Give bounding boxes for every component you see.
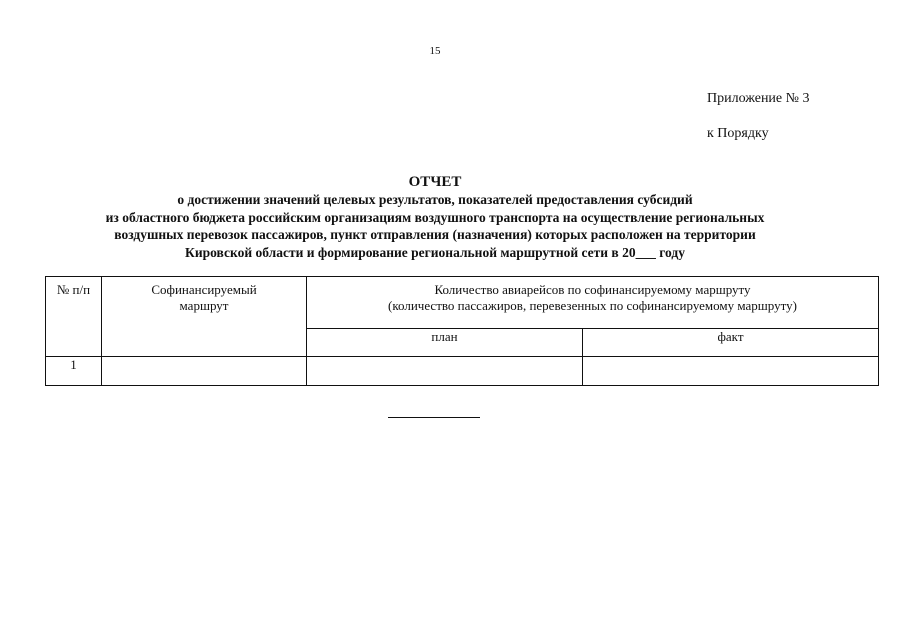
header-plan-cell: план: [307, 329, 583, 357]
header-count-line-1: Количество авиарейсов по софинансируемому маршруту: [434, 282, 751, 297]
table-row: [46, 357, 879, 386]
header-count-label: [307, 277, 878, 314]
row-plan-cell: [307, 357, 583, 386]
appendix-reference: к Порядку: [707, 126, 769, 141]
report-subtitle-line-4: Кировской области и формирование региональной маршрутной сети в 20___ году: [185, 244, 685, 260]
header-route-cell: [102, 277, 307, 357]
appendix-label: Приложение № 3: [707, 91, 810, 106]
row-route-cell: [102, 357, 307, 386]
table-header-row: [46, 277, 879, 329]
page-number: 15: [429, 45, 441, 57]
header-route-label: Софинансируемый маршрут: [151, 282, 257, 313]
row-fact-cell: [583, 357, 879, 386]
header-number-label: № п/п: [56, 282, 91, 297]
footer-divider: [388, 417, 480, 418]
header-count-cell: [307, 277, 879, 329]
report-table: [45, 276, 879, 386]
report-subtitle-line-2: из областного бюджета российским организациям воздушного транспорта на осуществление региональных: [105, 209, 765, 225]
report-title-block: [40, 173, 830, 261]
row-number-cell: 1: [46, 357, 102, 386]
report-subtitle-line-3: воздушных перевозок пассажиров, пункт отправления (назначения) которых расположен на территории: [114, 227, 756, 242]
header-fact-cell: факт: [583, 329, 879, 357]
header-count-line-2: (количество пассажиров, перевезенных по софинансируемому маршруту): [388, 298, 797, 313]
report-title: ОТЧЕТ: [408, 174, 462, 190]
header-number-cell: [46, 277, 102, 357]
report-subtitle-line-1: о достижении значений целевых результатов, показателей предоставления субсидий: [177, 192, 693, 207]
